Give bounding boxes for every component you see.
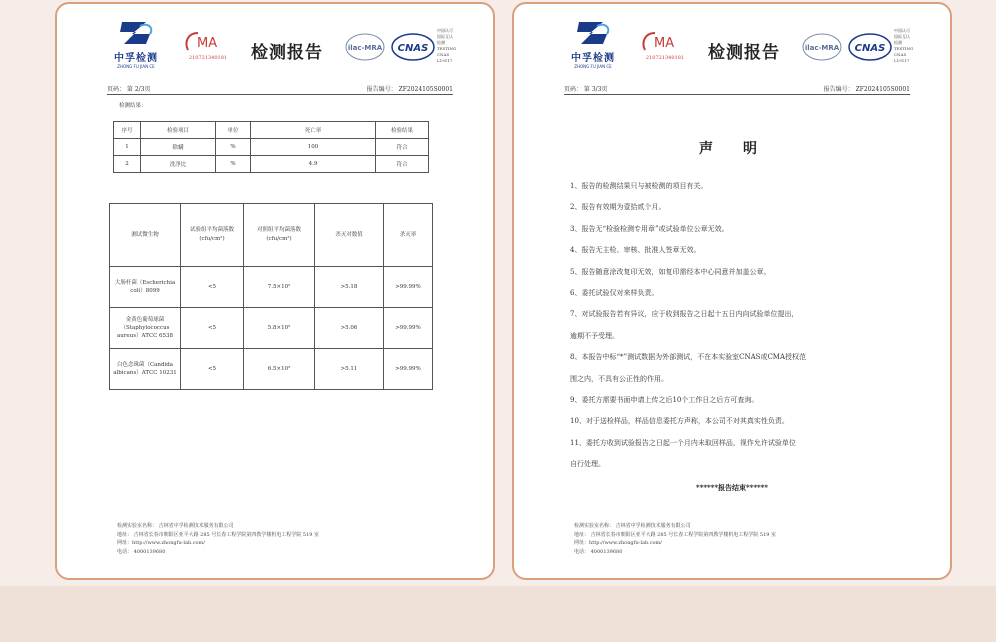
ilac-mra-mark [802, 32, 842, 66]
table-cell: >5.11 [315, 349, 384, 390]
company-logo [107, 18, 165, 69]
report-title: 检测报告 [708, 43, 780, 63]
logo-subtitle: ZHONG FU JIAN CE [117, 64, 155, 69]
results-table [113, 121, 429, 173]
table-row [110, 308, 433, 349]
footer-line: 网址：http://www.zhongfu-lab.com/ [117, 540, 205, 546]
table-cell: >99.99% [384, 308, 433, 349]
table-row [110, 267, 433, 308]
cert-line: CNAS L19117 [894, 52, 910, 63]
ma-code: 210721340181 [645, 55, 685, 61]
table-cell: >5.18 [315, 267, 384, 308]
logo-subtitle: ZHONG FU JIAN CE [574, 64, 612, 69]
table-row [110, 349, 433, 390]
list-item: 逾期不予受理。 [570, 331, 619, 340]
list-item: 6、委托试验仅对来样负责。 [570, 289, 659, 298]
cnas-mark [848, 32, 892, 66]
table-row [114, 156, 429, 173]
footer-line: 电话： 4000139680 [574, 548, 623, 555]
table-cell: 除螨 [141, 139, 216, 156]
table-cell: 白色念珠菌（Candida albicans）ATCC 10231 [110, 349, 181, 390]
antimicrobial-table [109, 203, 433, 390]
cert-line: 中国认可 [894, 28, 910, 33]
cma-icon [639, 30, 691, 54]
list-item: 3、报告无“检验检测专用章”或试验单位公章无效。 [570, 224, 729, 233]
statement-list [570, 176, 888, 476]
ilac-mra-mark [345, 32, 385, 66]
list-item: 围之内，不具有公正性的作用。 [570, 374, 668, 383]
cert-line: 检测 [894, 40, 902, 45]
table-header: 对照组平均菌落数(cfu/cm²) [244, 204, 315, 267]
table-cell: >99.99% [384, 267, 433, 308]
table-header: 试验组平均菌落数(cfu/cm²) [181, 204, 244, 267]
table-header-row [110, 204, 433, 267]
ilac-icon [345, 32, 385, 62]
cert-line: 国际互认 [437, 34, 453, 39]
cert-block [437, 28, 463, 64]
table-cell: 符合 [376, 156, 429, 173]
ilac-text: ilac-MRA [804, 44, 840, 52]
footer-line: 检测实验室名称： 吉林省中孚检测技术服务有限公司 [117, 523, 234, 529]
ma-text: MA [197, 36, 218, 51]
cma-icon [182, 30, 234, 54]
cert-line: TESTING [894, 46, 914, 51]
report-title: 检测报告 [251, 43, 323, 63]
table-header: 杀灭对数值 [315, 204, 384, 267]
table-cell: 4.9 [251, 156, 376, 173]
table-header: 杀灭率 [384, 204, 433, 267]
list-item: 2、报告有效期为壹拾贰个月。 [570, 203, 666, 212]
report-header [564, 18, 920, 78]
cnas-text: CNAS [854, 43, 886, 54]
cnas-text: CNAS [397, 43, 429, 54]
cma-mark [636, 30, 694, 61]
cnas-icon [391, 32, 435, 62]
ma-text: MA [654, 36, 675, 51]
cnas-mark [391, 32, 435, 66]
cert-line: 国际互认 [894, 34, 910, 39]
table-header: 单位 [216, 122, 251, 139]
report-end-marker: ******报告结束****** [696, 483, 768, 492]
table-cell: <5 [181, 267, 244, 308]
cert-line: 中国认可 [437, 28, 453, 33]
ilac-text: ilac-MRA [347, 44, 383, 52]
table-cell: 2 [114, 156, 141, 173]
table-cell: <5 [181, 349, 244, 390]
zf-logo-icon [116, 18, 156, 48]
cert-line: 检测 [437, 40, 445, 45]
list-item: 5、报告随意涂改复印无效，如复印需经本中心同意并加盖公章。 [570, 267, 771, 276]
cert-block [894, 28, 920, 64]
report-number: 报告编号： ZF2024105S0001 [823, 86, 910, 93]
table-cell: 大肠杆菌（Escherichia coli）8099 [110, 267, 181, 308]
table-header: 检验结果 [376, 122, 429, 139]
list-item: 4、报告无主检、审核、批准人签章无效。 [570, 246, 701, 255]
list-item: 自行处理。 [570, 460, 605, 469]
table-header: 序号 [114, 122, 141, 139]
cert-line: CNAS L19117 [437, 52, 453, 63]
footer-line: 电话： 4000139680 [117, 548, 166, 555]
page-meta [564, 84, 910, 95]
list-item: 1、报告的检测结果只与被检测的项目有关。 [570, 182, 708, 190]
ilac-icon [802, 32, 842, 62]
page-number: 页码： 第 2/3页 [107, 86, 151, 93]
cert-line: TESTING [437, 46, 457, 51]
footer-line: 检测实验室名称： 吉林省中孚检测技术服务有限公司 [574, 523, 691, 529]
zf-logo-icon [573, 18, 613, 48]
cnas-icon [848, 32, 892, 62]
section-label: 检测结果： [119, 103, 147, 109]
table-header-row [114, 122, 429, 139]
statement-title: 声 明 [699, 141, 765, 157]
lab-footer [574, 522, 776, 556]
report-number: 报告编号： ZF2024105S0001 [366, 86, 453, 93]
footer-line: 网址：http://www.zhongfu-lab.com/ [574, 540, 662, 546]
footer-line: 地址： 吉林省长春市朝阳区亚平大路 285 号长春工程学院第四教学楼机电工程学院 519 室 [117, 531, 320, 538]
company-logo [564, 18, 622, 69]
table-cell: % [216, 139, 251, 156]
list-item: 10、对于送检样品，样品信息委托方声称，本公司不对其真实性负责。 [570, 417, 789, 426]
table-cell: 1 [114, 139, 141, 156]
table-cell: % [216, 156, 251, 173]
background-band [0, 586, 996, 642]
table-cell: 7.5×10⁵ [244, 267, 315, 308]
page-number: 页码： 第 3/3页 [564, 86, 608, 93]
table-cell: 符合 [376, 139, 429, 156]
report-page-3 [512, 2, 952, 580]
cma-mark [179, 30, 237, 61]
table-row [114, 139, 429, 156]
list-item: 11、委托方收到试验报告之日起一个月内未取回样品，视作允许试验单位 [570, 438, 796, 447]
table-cell: >5.06 [315, 308, 384, 349]
list-item: 8、本报告中标“*”测试数据为外部测试，不在本实验室CNAS或CMA授权范 [570, 353, 807, 362]
logo-name: 中孚检测 [571, 53, 615, 64]
table-cell: 6.5×10⁵ [244, 349, 315, 390]
table-header: 测试微生物 [110, 204, 181, 267]
table-header: 死亡率 [251, 122, 376, 139]
logo-name: 中孚检测 [114, 53, 158, 64]
report-header [107, 18, 463, 78]
lab-footer [117, 522, 319, 556]
table-cell: 100 [251, 139, 376, 156]
table-cell: 洗净比 [141, 156, 216, 173]
table-cell: 金黄色葡萄球菌（Staphylococcus aureus）ATCC 6538 [110, 308, 181, 349]
table-header: 检验项目 [141, 122, 216, 139]
table-cell: >99.99% [384, 349, 433, 390]
list-item: 9、委托方需要书面申请上传之后10个工作日之后方可查询。 [570, 396, 759, 405]
list-item: 7、对试验报告若有异议，应于收到报告之日起十五日内向试验单位提出， [570, 310, 799, 319]
table-cell: 5.8×10⁵ [244, 308, 315, 349]
report-page-2 [55, 2, 495, 580]
ma-code: 210721340181 [188, 55, 228, 61]
table-cell: <5 [181, 308, 244, 349]
page-meta [107, 84, 453, 95]
footer-line: 地址： 吉林省长春市朝阳区亚平大路 285 号长春工程学院第四教学楼机电工程学院 519 室 [574, 531, 777, 538]
